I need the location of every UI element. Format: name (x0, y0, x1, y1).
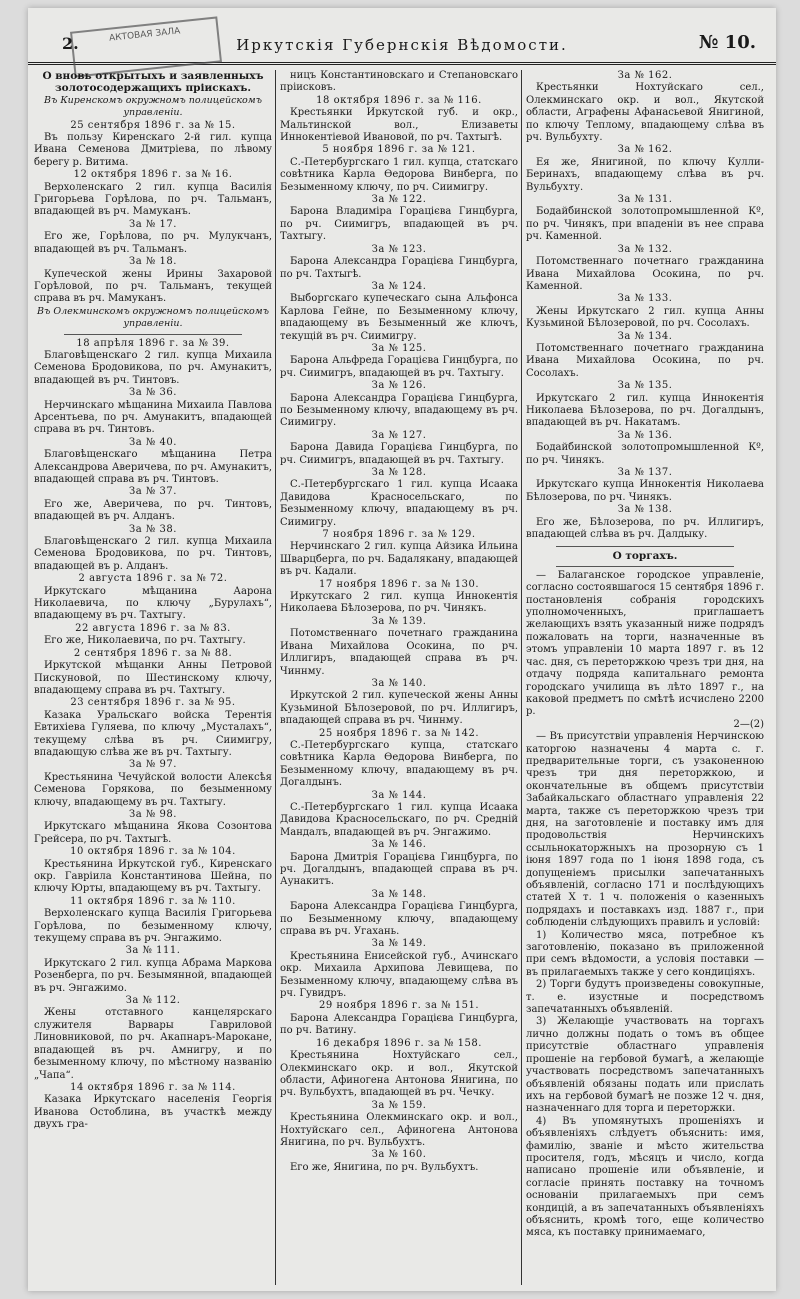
divider (64, 334, 242, 335)
section-heading: О торгахъ. (612, 550, 678, 563)
entry-number: За № 136. (617, 429, 673, 441)
entry-number: За № 138. (617, 504, 673, 516)
entry: Его же, Бѣлозерова, по рч. Иллигиръ, впадающей слѣва въ рч. Далдыку. (526, 516, 764, 541)
date-line: 16 декабря 1896 г. за № 158. (316, 1037, 482, 1049)
entry-number: За № 112. (125, 995, 181, 1007)
entry-number: За № 98. (129, 808, 177, 820)
entry-number: За № 162. (617, 144, 673, 156)
entry: Ея же, Янигиной, по ключу Кулли-Беринахъ, впадающему слѣва въ рч. Вульбухту. (526, 156, 764, 193)
entry-number: За № 128. (371, 467, 427, 478)
date-line: 2 сентября 1896 г. за № 88. (73, 647, 233, 659)
entry-number: За № 140. (371, 677, 427, 689)
entry: Купеческой жены Ирины Захаровой Горѣловой, по рч. Тальманъ, текущей справа въ рч. Мамуканъ. (34, 268, 272, 305)
entry: Барона Давида Горацієва Гинцбурга, по рч. Сиимигръ, впадающей въ рч. Тахтыгу. (280, 442, 518, 466)
entry: Барона Александра Горацієва Гинцбурга, по рч. Тахтыгѣ. (280, 256, 518, 280)
columns (34, 70, 772, 1285)
entry-number: За № 160. (371, 1149, 427, 1161)
entry: Потомственнаго почетнаго гражданина Ивана Михайлова Осокина, по рч. Иллигиръ, впадающей справа въ рч. Чиннму. (280, 628, 518, 677)
entry: Крестьянина Олекминскаго окр. и вол., Нохтуйскаго сел., Афиногена Антонова Янигина, по рч. Вульбухтъ. (280, 1112, 518, 1148)
entry: Верхоленскаго купца Василія Григорьева Горѣлова, по безыменному ключу, текущему справа въ рч. Энгажимо. (34, 908, 272, 945)
notice-paragraph: 4) Въ упомянутыхъ прошеніяхъ и объявленіяхъ слѣдуетъ объяснить: имя, фамилію, званіе и мѣсто жительства просителя, годъ, мѣсяцъ и число, когда написано прошеніе или объявленіе, и согласіе принять поставку на точномъ основаніи прилагаемыхъ при семъ кондицій, а въ запечатанныхъ объявленіяхъ объяснить, кромѣ того, еще количество мяса, къ поставку принимаемаго, (526, 1115, 764, 1239)
entry-number: За № 38. (129, 523, 177, 535)
entry: Благовѣщенскаго мѣщанина Петра Александрова Аверичева, по рч. Амунакитъ, впадающей справа въ рч. Тинтовъ. (34, 449, 272, 485)
entry: Потомственнаго почетнаго гражданина Ивана Михайлова Осокина, по рч. Сосолахъ. (526, 342, 764, 379)
column-3 (526, 70, 764, 1285)
entry-number: За № 137. (617, 467, 673, 478)
entry-number: За № 40. (129, 436, 177, 448)
entry-number: За № 132. (617, 243, 673, 255)
entry: Иркутскаго мѣщанина Аарона Николаевича, по ключу „Бурулахъ“, впадающему въ рч. Тахтыгу. (34, 585, 272, 622)
entry-number: За № 133. (617, 293, 673, 305)
entry-number: За № 144. (371, 789, 427, 801)
entry-number: За № 149. (371, 938, 427, 950)
date-line: 14 октября 1896 г. за № 114. (70, 1081, 236, 1093)
entry-number: За № 36. (129, 387, 177, 399)
entry-number: За № 162. (617, 70, 673, 81)
page-number: 2. (62, 34, 79, 53)
date-line: 7 ноября 1896 г. за № 129. (322, 529, 476, 541)
entry-number: За № 124. (371, 280, 427, 292)
date-line: 25 сентября 1896 г. за № 15. (70, 119, 236, 131)
entry: Иркутской мѣщанки Анны Петровой Пискуновой, по Шестинскому ключу, впадающему справа въ рч. Тахтыгу. (34, 660, 272, 696)
date-line: 12 октября 1896 г. за № 16. (73, 169, 233, 181)
notice-paragraph: — Балаганское городское управленіе, согласно состоявшагося 15 сентября 1896 г. постановленія собранія городскихъ уполномоченныхъ, приглашаетъ желающихъ взять указанный ниже подрядъ пожаловать на торги, назначенные въ этомъ управленіи 10 марта 1897 г. въ 12 час. дня, съ переторжкою чрезъ три дня, на отдачу подряда капитальнаго ремонта городскаго училища въ лѣто 1897 г., на каковой предметъ по смѣтѣ исчислено 2200 р. (526, 569, 764, 718)
notice-paragraph: — Въ присутствіи управленія Нерчинскою каторгою назначены 4 марта с. г. предварительные торги, съ узаконенною чрезъ три дня переторжкою, и окончательные въ общемъ присутствіи Забайкальскаго областнаго управленія 22 марта, также съ переторжкою чрезъ три дня, на заготовленіе и поставку имъ для продовольствія Нерчинскихъ ссыльнокаторжныхъ на прозорную съ 1 іюня 1897 года по 1 іюня 1898 года, съ допущеніемъ присылки запечатанныхъ объявленій, согласно 171 и послѣдующихъ статей X т. 1 ч. положенія о казенныхъ подрядахъ и поставкахъ изд. 1887 г., при соблюденіи слѣдующихъ правилъ и условій: (526, 731, 764, 929)
entry: С.-Петербургскаго купца, статскаго совѣтника Карла Ѳедорова Винберга, по Безыменному ключу, впадающему въ рч. Догалдынъ. (280, 739, 518, 789)
section-heading: О вновь открытыхъ и заявленныхъ золотосодержащихъ пріискахъ. (42, 70, 264, 95)
entry-number: За № 135. (617, 380, 673, 392)
entry: С.-Петербургскаго 1 гил. купца Исаака Давидова Красносельскаго, по Безыменному ключу, впадающему въ рч. Сиимигру. (280, 479, 518, 528)
entry: Верхоленскаго 2 гил. купца Василія Григорьева Горѣлова, по рч. Тальманъ, впадающей въ рч. Мамуканъ. (34, 181, 272, 218)
entry: Крестьянки Иркутской губ. и окр., Мальтинской вол., Елизаветы Иннокентіевой Ивановой, по рч. Тахтыгѣ. (280, 107, 518, 144)
entry: Казака Уральскаго войска Терентія Евтихіева Гуляева, по ключу „Мусталахъ“, текущему слѣва въ рч. Сиимигру, впадающую слѣва же въ рч. Тахтыгу. (34, 709, 272, 758)
masthead (28, 22, 776, 65)
entry: Благовѣщенскаго 2 гил. купца Михаила Семенова Бродовикова, по рч. Тинтовъ, впадающей въ р. Алданъ. (34, 536, 272, 572)
entry-number: За № 125. (371, 342, 427, 354)
entry: Барона Александра Горацієва Гинцбурга, по Безыменному ключу, впадающему справа въ рч. Угахань. (280, 901, 518, 938)
newspaper-title: Иркутскія Губернскія Вѣдомости. (236, 36, 568, 54)
date-line: 18 октября 1896 г. за № 116. (316, 94, 482, 106)
notice-reference: 2—(2) (733, 718, 764, 730)
entry: Барона Александра Горацієва Гинцбурга, по рч. Ватину. (280, 1012, 518, 1037)
entry: С.-Петербургскаго 1 гил. купца, статскаго совѣтника Карла Ѳедорова Винберга, по Безыменному ключу, по рч. Сиимигру. (280, 156, 518, 193)
entry-number: За № 148. (371, 888, 427, 900)
entry: Бодайбинской золотопромышленной Кº, по рч. Чинякъ. (526, 442, 764, 466)
column-rule (521, 70, 522, 1285)
entry-number: За № 146. (371, 839, 427, 851)
entry: Его же, Николаевича, по рч. Тахтыгу. (44, 635, 246, 647)
subheading: Въ Киренскомъ окружномъ полицейскомъ управленіи. (44, 94, 262, 119)
entry: Потомственнаго почетнаго гражданина Ивана Михайлова Осокина, по рч. Каменной. (526, 256, 764, 292)
entry: С.-Петербургскаго 1 гил. купца Исаака Давидова Красносельскаго, по рч. Средній Мандалъ, впадающей въ рч. Энгажимо. (280, 801, 518, 838)
entry: Нерчинскаго 2 гил. купца Айзика Ильина Шварцберга, по рч. Бадалякану, впадающей въ рч. Кадали. (280, 541, 518, 578)
entry-number: За № 97. (129, 759, 177, 771)
entry: Крестьянина Нохтуйскаго сел., Олекминскаго окр. и вол., Якутской области, Афиногена Антонова Янигина, по рч. Вульбухтъ, впадающей въ рч. Чечку. (280, 1050, 518, 1099)
entry: Бодайбинской золотопромышленной Кº, по рч. Чинякъ, при впаденіи въ нее справа рч. Каменной. (526, 206, 764, 243)
entry: Иркутскаго мѣщанина Якова Созонтова Грейсера, по рч. Тахтыгѣ. (34, 821, 272, 845)
entry: Крестьянина Чечуйской волости Алексѣя Семенова Горякова, по безыменному ключу, впадающему въ рч. Тахтыгу. (34, 771, 272, 808)
date-line: 5 ноября 1896 г. за № 121. (322, 144, 476, 156)
entry-number: За № 122. (371, 194, 427, 206)
entry: Барона Александра Горацієва Гинцбурга, по Безыменному ключу, впадающему въ рч. Сиимигру. (280, 392, 518, 429)
column-1 (34, 70, 272, 1285)
entry: Выборгскаго купеческаго сына Альфонса Карлова Гейне, по Безыменному ключу, впадающему въ Безыменный же ключъ, текущій въ рч. Сиимигру. (280, 293, 518, 342)
entry-number: За № 139. (371, 615, 427, 627)
entry: Жены отставного канцелярскаго служителя Варвары Гавриловой Линовниковой, по рч. Акапнаръ-Марокане, впадающей въ рч. Амнигру, и по безыменному ключу, по мѣстному названію „Чапа“. (34, 1007, 272, 1081)
issue-number: № 10. (698, 32, 756, 53)
date-line: 2 августа 1896 г. за № 72. (78, 573, 228, 585)
entry-number: За № 37. (129, 486, 177, 498)
entry: Его же, Янигина, по рч. Вульбухтъ. (290, 1161, 479, 1173)
date-line: 22 августа 1896 г. за № 83. (75, 622, 231, 634)
entry: Крестьянина Иркутской губ., Киренскаго окр. Гавріила Константинова Шейна, по ключу Юрты, впадающему въ рч. Тахтыгу. (34, 858, 272, 895)
entry-number: За № 127. (371, 429, 427, 441)
divider (556, 546, 734, 547)
entry: Барона Владиміра Горацієва Гинцбурга, по рч. Сиимигръ, впадающей въ рч. Тахтыгу. (280, 206, 518, 243)
notice-paragraph: 2) Торги будутъ произведены совокупные, т. е. изустные и посредствомъ запечатанныхъ объявленій. (526, 979, 764, 1016)
entry: ницъ Константиновскаго и Степановскаго пріисковъ. (280, 70, 518, 94)
entry: Его же, Аверичева, по рч. Тинтовъ, впадающей въ рч. Алданъ. (34, 498, 272, 523)
divider (556, 566, 734, 567)
date-line: 18 апрѣля 1896 г. за № 39. (76, 337, 230, 349)
date-line: 10 октября 1896 г. за № 104. (70, 846, 236, 858)
entry-number: За № 134. (617, 330, 673, 342)
entry-number: За № 17. (129, 218, 177, 230)
entry: Иркутскаго купца Иннокентія Николаева Бѣлозерова, по рч. Чинякъ. (526, 479, 764, 503)
entry: Жены Иркутскаго 2 гил. купца Анны Кузьминой Бѣлозеровой, по рч. Сосолахъ. (526, 305, 764, 330)
column-rule (275, 70, 276, 1285)
entry-number: За № 123. (371, 243, 427, 255)
date-line: 29 ноября 1896 г. за № 151. (318, 1000, 480, 1012)
notice-paragraph: 3) Желающіе участвовать на торгахъ лично должны подать о томъ въ общее присутствіе областнаго управленія прошеніе на гербовой бумагѣ, а желающіе участвовать посредствомъ запечатанныхъ объявленій обязаны подать или прислать ихъ на гербовой бумагѣ не позже 12 ч. дня, назначеннаго для торга и переторжки. (526, 1016, 764, 1115)
entry: Крестьянки Нохтуйскаго сел., Олекминскаго окр. и вол., Якутской области, Аграфены Афанасьевой Янигиной, по ключу Теплому, впадающему слѣва въ рч. Вульбухту. (526, 82, 764, 144)
entry: Барона Альфреда Горацієва Гинцбурга, по рч. Сиимигръ, впадающей въ рч. Тахтыгу. (280, 355, 518, 379)
notice-paragraph: 1) Количество мяса, потребное къ заготовленію, показано въ приложенной при семъ вѣдомости, а условія поставки — въ прилагаемыхъ также у сего кондиціяхъ. (526, 929, 764, 978)
entry: Казака Иркутскаго населенія Георгія Иванова Остоблина, въ участкѣ между двухъ гра- (34, 1094, 272, 1131)
entry-number: За № 126. (371, 380, 427, 392)
entry: Иркутской 2 гил. купеческой жены Анны Кузьминой Бѣлозеровой, по рч. Иллигиръ, впадающей справа въ рч. Чиннму. (280, 690, 518, 727)
library-stamp: АКТОВАЯ ЗАЛА (70, 16, 222, 77)
entry-number: За № 111. (125, 945, 181, 957)
column-2 (280, 70, 518, 1285)
date-line: 23 сентября 1896 г. за № 95. (70, 697, 236, 709)
entry-number: За № 131. (617, 194, 673, 206)
entry-number: За № 159. (371, 1099, 427, 1111)
entry: Иркутскаго 2 гил. купца Иннокентія Николаева Бѣлозерова, по рч. Чинякъ. (280, 591, 518, 615)
entry-number: За № 18. (129, 256, 177, 268)
entry: Барона Дмитрія Горацієва Гинцбурга, по рч. Догалдынъ, впадающей справа въ рч. Аунакитъ. (280, 851, 518, 888)
entry: Въ пользу Киренскаго 2-й гил. купца Ивана Семенова Дмитріева, по лѣвому берегу р. Витима. (34, 132, 272, 168)
date-line: 25 ноября 1896 г. за № 142. (318, 727, 480, 739)
entry: Его же, Горѣлова, по рч. Мулукчанъ, впадающей въ рч. Тальманъ. (34, 231, 272, 255)
newspaper-page (28, 8, 776, 1291)
subheading: Въ Олекминскомъ окружномъ полицейскомъ управленіи. (37, 305, 269, 330)
entry: Нерчинскаго мѣщанина Михаила Павлова Арсентьева, по рч. Амунакитъ, впадающей справа въ рч. Тинтовъ. (34, 399, 272, 436)
date-line: 17 ноября 1896 г. за № 130. (318, 578, 480, 590)
entry: Иркутскаго 2 гил. купца Иннокентія Николаева Бѣлозерова, по рч. Догалдынъ, впадающей въ рч. Накатамъ. (526, 392, 764, 429)
entry: Иркутскаго 2 гил. купца Абрама Маркова Розенберга, по рч. Безымянной, впадающей въ рч. Энгажимо. (34, 957, 272, 994)
date-line: 11 октября 1896 г. за № 110. (70, 895, 236, 907)
entry: Благовѣщенскаго 2 гил. купца Михаила Семенова Бродовикова, по рч. Амунакитъ, впадающей въ рч. Тинтовъ. (34, 349, 272, 386)
entry: Крестьянина Енисейской губ., Ачинскаго окр. Михаила Архипова Левищева, по Безыменному ключу, впадающему слѣва въ рч. Гувидръ. (280, 950, 518, 1000)
